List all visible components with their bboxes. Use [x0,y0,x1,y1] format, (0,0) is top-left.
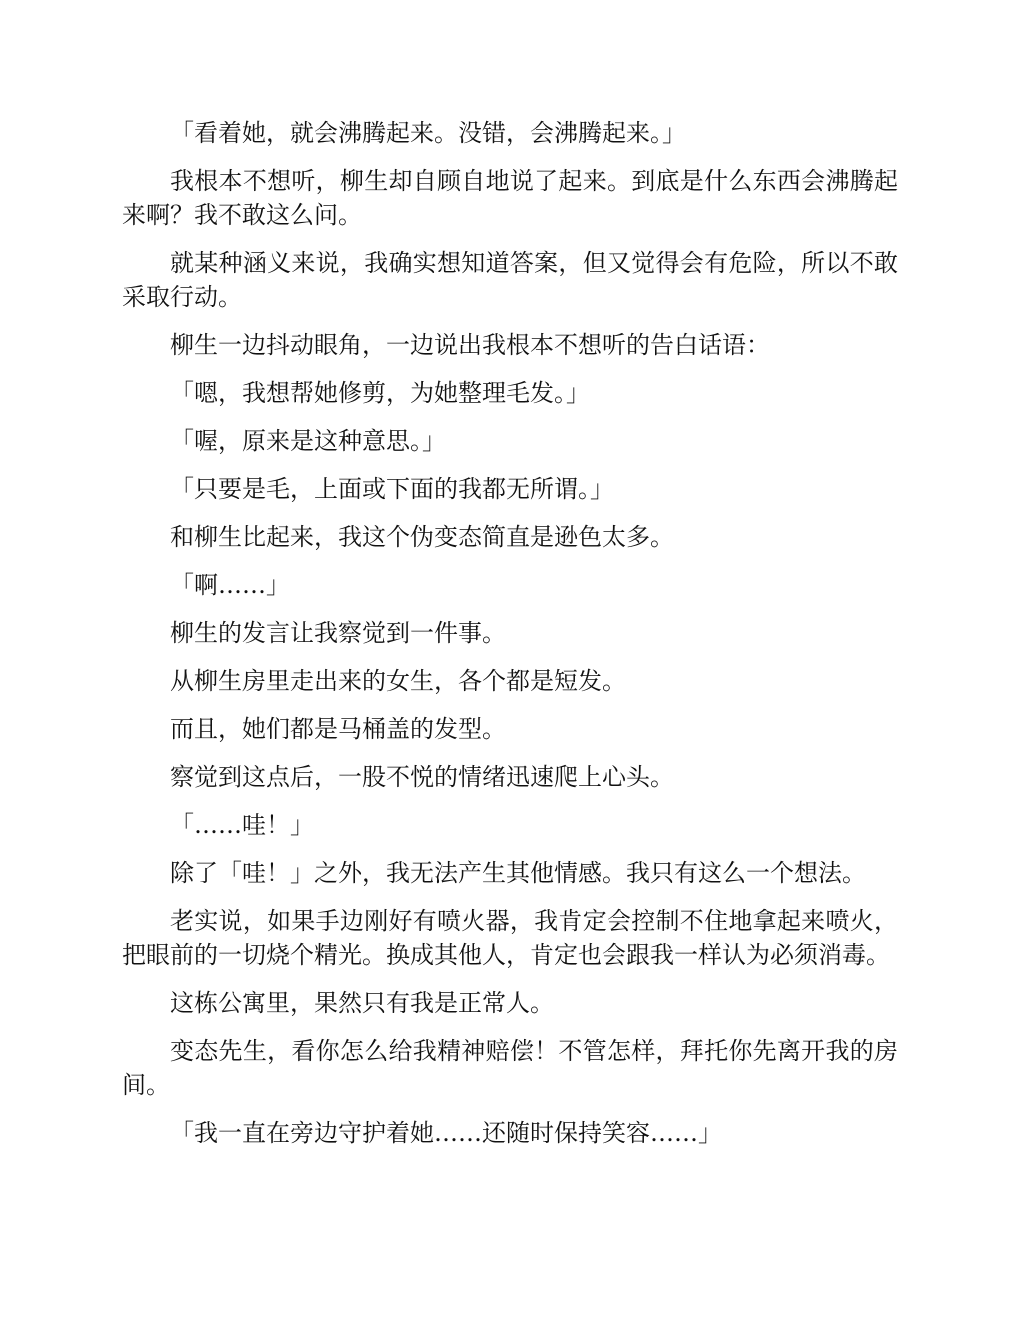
paragraph-12: 而且，她们都是马桶盖的发型。 [170,715,506,743]
paragraph-8: 和柳生比起来，我这个伪变态简直是逊色太多。 [170,523,674,551]
paragraph-10: 柳生的发言让我察觉到一件事。 [170,619,506,647]
paragraph-14: 「……哇！」 [170,811,314,839]
paragraph-11: 从柳生房里走出来的女生，各个都是短发。 [170,667,626,695]
paragraph-13: 察觉到这点后，一股不悦的情绪迅速爬上心头。 [170,763,674,791]
paragraph-6: 「喔，原来是这种意思。」 [170,427,446,455]
paragraph-15: 除了「哇！」之外，我无法产生其他情感。我只有这么一个想法。 [170,859,866,887]
paragraph-9: 「啊……」 [170,571,290,599]
paragraph-7: 「只要是毛，上面或下面的我都无所谓。」 [170,475,614,503]
paragraph-4: 柳生一边抖动眼角，一边说出我根本不想听的告白话语： [170,331,770,359]
paragraph-16: 老实说，如果手边刚好有喷火器，我肯定会控制不住地拿起来喷火，把眼前的一切烧个精光。换成其他人，肯定也会跟我一样认为必须消毒。 [122,907,898,969]
paragraph-18: 变态先生，看你怎么给我精神赔偿！不管怎样，拜托你先离开我的房间。 [122,1037,898,1099]
paragraph-19: 「我一直在旁边守护着她……还随时保持笑容……」 [170,1119,722,1147]
paragraph-2: 我根本不想听，柳生却自顾自地说了起来。到底是什么东西会沸腾起来啊？我不敢这么问。 [122,167,898,229]
paragraph-1: 「看着她，就会沸腾起来。没错，会沸腾起来。」 [170,119,686,147]
paragraph-5: 「嗯，我想帮她修剪，为她整理毛发。」 [170,379,590,407]
paragraph-17: 这栋公寓里，果然只有我是正常人。 [170,989,554,1017]
document-page [122,116,898,1164]
paragraph-3: 就某种涵义来说，我确实想知道答案，但又觉得会有危险，所以不敢采取行动。 [122,249,898,311]
